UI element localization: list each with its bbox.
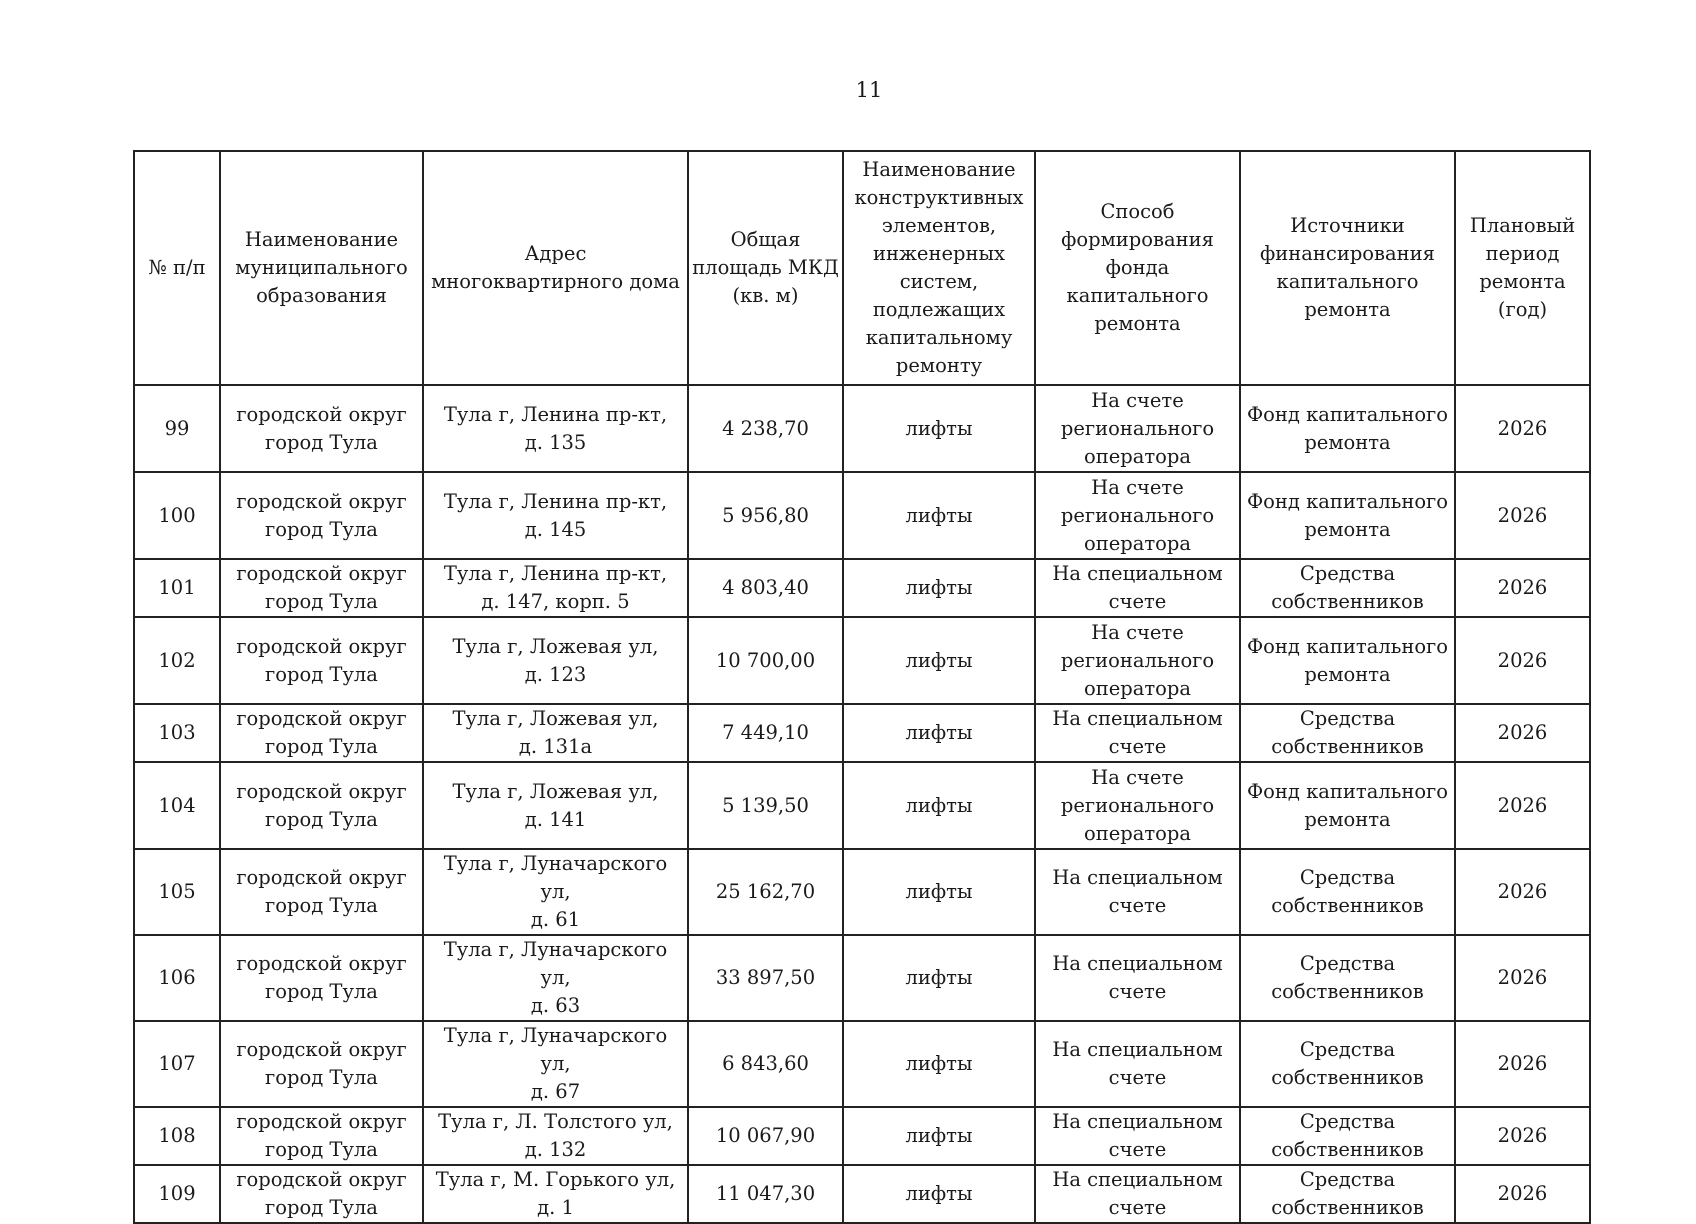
table-row	[134, 1021, 1590, 1107]
cell-address: Тула г, Ложевая ул, д. 141	[423, 762, 688, 849]
table-body	[134, 385, 1590, 1223]
cell-elements: лифты	[843, 1165, 1035, 1223]
header-municipality: Наименование муниципального образования	[220, 151, 423, 385]
cell-number: 108	[134, 1107, 220, 1165]
header-funding-source: Источники финансирования капитального ремонта	[1240, 151, 1455, 385]
cell-number: 99	[134, 385, 220, 472]
cell-planned-year: 2026	[1455, 1021, 1590, 1107]
cell-number: 105	[134, 849, 220, 935]
cell-funding-source: Средства собственников	[1240, 935, 1455, 1021]
cell-fund-method: На счете регионального оператора	[1035, 762, 1240, 849]
cell-funding-source: Фонд капитального ремонта	[1240, 385, 1455, 472]
cell-fund-method: На специальном счете	[1035, 559, 1240, 617]
cell-fund-method: На специальном счете	[1035, 935, 1240, 1021]
header-elements: Наименование конструктивных элементов, инженерных систем, подлежащих капитальному ремонту	[843, 151, 1035, 385]
cell-address: Тула г, Луначарского ул, д. 67	[423, 1021, 688, 1107]
cell-address: Тула г, Л. Толстого ул, д. 132	[423, 1107, 688, 1165]
cell-fund-method: На счете регионального оператора	[1035, 385, 1240, 472]
header-area: Общая площадь МКД (кв. м)	[688, 151, 843, 385]
cell-municipality: городской округ город Тула	[220, 559, 423, 617]
cell-address: Тула г, Ложевая ул, д. 131а	[423, 704, 688, 762]
cell-funding-source: Средства собственников	[1240, 704, 1455, 762]
table-row	[134, 704, 1590, 762]
table-row	[134, 1165, 1590, 1223]
cell-address: Тула г, М. Горького ул, д. 1	[423, 1165, 688, 1223]
cell-elements: лифты	[843, 559, 1035, 617]
cell-area: 11 047,30	[688, 1165, 843, 1223]
table-row	[134, 762, 1590, 849]
cell-area: 5 956,80	[688, 472, 843, 559]
cell-funding-source: Фонд капитального ремонта	[1240, 617, 1455, 704]
cell-fund-method: На специальном счете	[1035, 1021, 1240, 1107]
cell-area: 10 700,00	[688, 617, 843, 704]
cell-address: Тула г, Ложевая ул, д. 123	[423, 617, 688, 704]
cell-area: 6 843,60	[688, 1021, 843, 1107]
cell-address: Тула г, Ленина пр-кт, д. 145	[423, 472, 688, 559]
page-number: 11	[855, 78, 883, 102]
cell-elements: лифты	[843, 762, 1035, 849]
cell-municipality: городской округ город Тула	[220, 1165, 423, 1223]
cell-municipality: городской округ город Тула	[220, 472, 423, 559]
cell-funding-source: Фонд капитального ремонта	[1240, 472, 1455, 559]
cell-fund-method: На специальном счете	[1035, 849, 1240, 935]
header-number: № п/п	[134, 151, 220, 385]
cell-funding-source: Средства собственников	[1240, 1021, 1455, 1107]
cell-area: 25 162,70	[688, 849, 843, 935]
cell-number: 104	[134, 762, 220, 849]
cell-address: Тула г, Ленина пр-кт, д. 147, корп. 5	[423, 559, 688, 617]
cell-number: 103	[134, 704, 220, 762]
cell-elements: лифты	[843, 617, 1035, 704]
cell-municipality: городской округ город Тула	[220, 1021, 423, 1107]
cell-elements: лифты	[843, 472, 1035, 559]
cell-planned-year: 2026	[1455, 1165, 1590, 1223]
cell-number: 102	[134, 617, 220, 704]
cell-address: Тула г, Луначарского ул, д. 61	[423, 849, 688, 935]
repair-schedule-table	[133, 150, 1591, 1224]
cell-planned-year: 2026	[1455, 762, 1590, 849]
cell-funding-source: Средства собственников	[1240, 849, 1455, 935]
header-address: Адрес многоквартирного дома	[423, 151, 688, 385]
cell-municipality: городской округ город Тула	[220, 935, 423, 1021]
cell-funding-source: Фонд капитального ремонта	[1240, 762, 1455, 849]
cell-number: 109	[134, 1165, 220, 1223]
cell-fund-method: На специальном счете	[1035, 1165, 1240, 1223]
table-row	[134, 935, 1590, 1021]
header-planned-year: Плановый период ремонта (год)	[1455, 151, 1590, 385]
cell-elements: лифты	[843, 849, 1035, 935]
cell-funding-source: Средства собственников	[1240, 1165, 1455, 1223]
table-row	[134, 849, 1590, 935]
cell-fund-method: На счете регионального оператора	[1035, 472, 1240, 559]
cell-elements: лифты	[843, 1021, 1035, 1107]
cell-elements: лифты	[843, 935, 1035, 1021]
header-fund-method: Способ формирования фонда капитального ремонта	[1035, 151, 1240, 385]
cell-address: Тула г, Ленина пр-кт, д. 135	[423, 385, 688, 472]
cell-planned-year: 2026	[1455, 935, 1590, 1021]
table-row	[134, 617, 1590, 704]
cell-area: 5 139,50	[688, 762, 843, 849]
cell-municipality: городской округ город Тула	[220, 849, 423, 935]
cell-address: Тула г, Луначарского ул, д. 63	[423, 935, 688, 1021]
cell-municipality: городской округ город Тула	[220, 617, 423, 704]
cell-fund-method: На счете регионального оператора	[1035, 617, 1240, 704]
cell-planned-year: 2026	[1455, 559, 1590, 617]
cell-planned-year: 2026	[1455, 1107, 1590, 1165]
cell-planned-year: 2026	[1455, 617, 1590, 704]
cell-funding-source: Средства собственников	[1240, 559, 1455, 617]
cell-area: 10 067,90	[688, 1107, 843, 1165]
cell-area: 4 238,70	[688, 385, 843, 472]
cell-planned-year: 2026	[1455, 849, 1590, 935]
cell-area: 33 897,50	[688, 935, 843, 1021]
cell-elements: лифты	[843, 704, 1035, 762]
cell-number: 106	[134, 935, 220, 1021]
table-row	[134, 559, 1590, 617]
cell-area: 4 803,40	[688, 559, 843, 617]
cell-fund-method: На специальном счете	[1035, 704, 1240, 762]
cell-planned-year: 2026	[1455, 385, 1590, 472]
table-row	[134, 385, 1590, 472]
cell-elements: лифты	[843, 385, 1035, 472]
table-row	[134, 1107, 1590, 1165]
cell-fund-method: На специальном счете	[1035, 1107, 1240, 1165]
cell-area: 7 449,10	[688, 704, 843, 762]
cell-planned-year: 2026	[1455, 704, 1590, 762]
cell-municipality: городской округ город Тула	[220, 1107, 423, 1165]
cell-municipality: городской округ город Тула	[220, 704, 423, 762]
cell-funding-source: Средства собственников	[1240, 1107, 1455, 1165]
table-row	[134, 472, 1590, 559]
cell-municipality: городской округ город Тула	[220, 385, 423, 472]
cell-municipality: городской округ город Тула	[220, 762, 423, 849]
cell-number: 101	[134, 559, 220, 617]
cell-number: 107	[134, 1021, 220, 1107]
cell-number: 100	[134, 472, 220, 559]
cell-elements: лифты	[843, 1107, 1035, 1165]
cell-planned-year: 2026	[1455, 472, 1590, 559]
table-header-row	[134, 151, 1590, 385]
